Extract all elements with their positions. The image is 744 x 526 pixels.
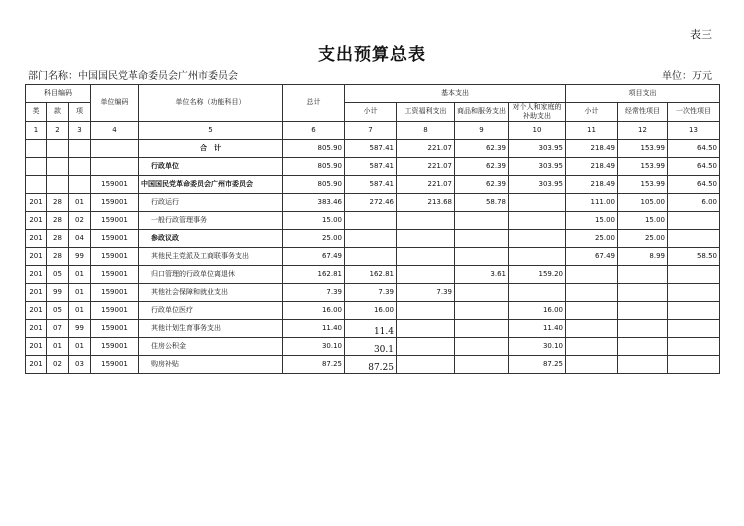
kuan-cell [47,139,69,157]
total-cell: 11.40 [283,319,345,337]
lei-cell: 201 [26,265,47,283]
lei-cell: 201 [26,283,47,301]
basic-subtotal-cell: 162.81 [345,265,397,283]
xiang-cell: 04 [69,229,91,247]
personal-cell: 87.25 [509,355,566,373]
goods-cell: 58.78 [455,193,509,211]
page-title: 支出预算总表 [318,45,426,65]
total-cell: 7.39 [283,283,345,301]
table-row [26,319,720,337]
onetime-cell [668,301,720,319]
kuan-cell: 28 [47,247,69,265]
goods-cell [455,283,509,301]
salary-cell [397,355,455,373]
total-cell: 67.49 [283,247,345,265]
goods-cell: 62.39 [455,175,509,193]
table-row [26,229,720,247]
total-cell: 30.10 [283,337,345,355]
total-cell: 16.00 [283,301,345,319]
onetime-cell [668,211,720,229]
col-num: 6 [283,121,345,139]
basic-subtotal-cell [345,337,397,355]
col-num: 11 [566,121,618,139]
kuan-cell: 28 [47,229,69,247]
recurring-cell [618,319,668,337]
unit-code-cell: 159001 [91,247,139,265]
col-num: 4 [91,121,139,139]
unit-name-cell: 住房公积金 [139,337,283,355]
project-subtotal-cell: 25.00 [566,229,618,247]
table-row [26,355,720,373]
onetime-cell [668,337,720,355]
goods-cell: 3.61 [455,265,509,283]
basic-subtotal-cell: 587.41 [345,157,397,175]
lei-cell: 201 [26,247,47,265]
handwritten-value: 30.1 [373,344,394,355]
unit-name-cell: 参政议政 [139,229,283,247]
project-subtotal-cell [566,337,618,355]
unit-code-cell: 159001 [91,175,139,193]
xiang-cell: 03 [69,355,91,373]
kuan-cell: 02 [47,355,69,373]
xiang-cell [69,139,91,157]
header-personal: 对个人和家庭的补助支出 [509,103,566,122]
total-cell: 805.90 [283,157,345,175]
unit-name-cell: 购房补贴 [139,355,283,373]
onetime-cell [668,229,720,247]
onetime-cell [668,265,720,283]
basic-subtotal-cell [345,319,397,337]
header-recurring: 经常性项目 [618,103,668,122]
xiang-cell [69,157,91,175]
project-subtotal-cell [566,301,618,319]
xiang-cell: 01 [69,265,91,283]
project-subtotal-cell [566,265,618,283]
goods-cell [455,355,509,373]
onetime-cell [668,319,720,337]
col-num: 1 [26,121,47,139]
project-subtotal-cell: 218.49 [566,175,618,193]
unit-name-cell: 一般行政管理事务 [139,211,283,229]
recurring-cell: 153.99 [618,139,668,157]
personal-cell [509,193,566,211]
header-subtotal: 小计 [345,103,397,122]
project-subtotal-cell: 218.49 [566,139,618,157]
personal-cell [509,211,566,229]
salary-cell [397,301,455,319]
unit-name-cell: 合 计 [139,139,283,157]
onetime-cell: 58.50 [668,247,720,265]
unit-code-cell: 159001 [91,319,139,337]
salary-cell [397,319,455,337]
unit-code-cell: 159001 [91,283,139,301]
basic-subtotal-cell [345,211,397,229]
unit-name-cell: 其他社会保障和就业支出 [139,283,283,301]
lei-cell: 201 [26,211,47,229]
salary-cell: 221.07 [397,139,455,157]
recurring-cell [618,283,668,301]
personal-cell: 30.10 [509,337,566,355]
xiang-cell: 01 [69,283,91,301]
col-num: 2 [47,121,69,139]
salary-cell [397,247,455,265]
kuan-cell: 99 [47,283,69,301]
goods-cell [455,247,509,265]
basic-subtotal-cell [345,355,397,373]
salary-cell: 221.07 [397,157,455,175]
col-num: 13 [668,121,720,139]
salary-cell: 221.07 [397,175,455,193]
recurring-cell: 153.99 [618,157,668,175]
table-row [26,283,720,301]
onetime-cell: 64.50 [668,175,720,193]
goods-cell [455,301,509,319]
unit-code-cell: 159001 [91,229,139,247]
xiang-cell [69,175,91,193]
header-salary: 工资福利支出 [397,103,455,122]
lei-cell: 201 [26,319,47,337]
header-unit-name: 单位名称（功能科目） [139,85,283,122]
goods-cell [455,211,509,229]
recurring-cell: 25.00 [618,229,668,247]
basic-subtotal-cell [345,247,397,265]
header-basic: 基本支出 [345,85,566,103]
column-number-row [26,121,720,139]
unit-code-cell: 159001 [91,337,139,355]
personal-cell: 303.95 [509,157,566,175]
header-total: 总计 [283,85,345,122]
total-cell: 383.46 [283,193,345,211]
header-unit-code: 单位编码 [91,85,139,122]
personal-cell: 303.95 [509,175,566,193]
unit-name-cell: 中国国民党革命委员会广州市委员会 [139,175,283,193]
kuan-cell [47,175,69,193]
department-name: 部门名称：中国国民党革命委员会广州市委员会 [28,71,238,82]
personal-cell: 303.95 [509,139,566,157]
table-row [26,247,720,265]
total-cell: 162.81 [283,265,345,283]
recurring-cell [618,301,668,319]
project-subtotal-cell: 15.00 [566,211,618,229]
project-subtotal-cell: 67.49 [566,247,618,265]
goods-cell [455,337,509,355]
personal-cell [509,247,566,265]
xiang-cell: 01 [69,193,91,211]
onetime-cell: 6.00 [668,193,720,211]
currency-unit: 单位：万元 [662,71,712,82]
recurring-cell [618,265,668,283]
personal-cell [509,283,566,301]
unit-code-cell [91,139,139,157]
kuan-cell: 07 [47,319,69,337]
project-subtotal-cell: 218.49 [566,157,618,175]
header-subject-code: 科目编码 [26,85,91,103]
total-cell: 805.90 [283,175,345,193]
xiang-cell: 99 [69,319,91,337]
xiang-cell: 01 [69,301,91,319]
onetime-cell: 64.50 [668,157,720,175]
total-cell: 25.00 [283,229,345,247]
unit-code-cell [91,157,139,175]
lei-cell [26,175,47,193]
salary-cell [397,337,455,355]
lei-cell [26,157,47,175]
kuan-cell: 28 [47,193,69,211]
unit-name-cell: 其他计划生育事务支出 [139,319,283,337]
unit-code-cell: 159001 [91,355,139,373]
basic-subtotal-cell [345,229,397,247]
handwritten-value: 11.4 [373,326,394,337]
goods-cell: 62.39 [455,157,509,175]
basic-subtotal-cell: 272.46 [345,193,397,211]
table-row [26,193,720,211]
unit-name-cell: 其他民主党派及工商联事务支出 [139,247,283,265]
total-cell: 805.90 [283,139,345,157]
onetime-cell [668,283,720,301]
goods-cell: 62.39 [455,139,509,157]
recurring-cell [618,337,668,355]
table-row [26,175,720,193]
col-num: 5 [139,121,283,139]
header-onetime: 一次性项目 [668,103,720,122]
header-xiang: 项 [69,103,91,122]
kuan-cell: 01 [47,337,69,355]
lei-cell [26,139,47,157]
header-project: 项目支出 [566,85,720,103]
budget-table [25,84,720,374]
personal-cell [509,229,566,247]
personal-cell: 11.40 [509,319,566,337]
unit-code-cell: 159001 [91,301,139,319]
basic-subtotal-cell: 587.41 [345,139,397,157]
header-lei: 类 [26,103,47,122]
lei-cell: 201 [26,193,47,211]
table-row [26,337,720,355]
unit-code-cell: 159001 [91,211,139,229]
basic-subtotal-cell: 16.00 [345,301,397,319]
project-subtotal-cell [566,319,618,337]
col-num: 3 [69,121,91,139]
recurring-cell: 153.99 [618,175,668,193]
recurring-cell: 15.00 [618,211,668,229]
lei-cell: 201 [26,229,47,247]
salary-cell: 213.68 [397,193,455,211]
goods-cell [455,229,509,247]
unit-code-cell: 159001 [91,193,139,211]
salary-cell [397,265,455,283]
table-row [26,265,720,283]
col-num: 12 [618,121,668,139]
unit-code-cell: 159001 [91,265,139,283]
lei-cell: 201 [26,355,47,373]
onetime-cell [668,355,720,373]
col-num: 9 [455,121,509,139]
personal-cell: 16.00 [509,301,566,319]
recurring-cell: 8.99 [618,247,668,265]
table-row [26,139,720,157]
col-num: 8 [397,121,455,139]
salary-cell [397,229,455,247]
project-subtotal-cell: 111.00 [566,193,618,211]
kuan-cell: 05 [47,301,69,319]
unit-name-cell: 行政单位 [139,157,283,175]
handwritten-value: 87.25 [368,362,394,373]
xiang-cell: 99 [69,247,91,265]
xiang-cell: 01 [69,337,91,355]
col-num: 7 [345,121,397,139]
kuan-cell [47,157,69,175]
xiang-cell: 02 [69,211,91,229]
header-project-subtotal: 小计 [566,103,618,122]
kuan-cell: 05 [47,265,69,283]
basic-subtotal-cell: 587.41 [345,175,397,193]
total-cell: 87.25 [283,355,345,373]
page-label: 表三 [690,28,712,41]
header-goods: 商品和服务支出 [455,103,509,122]
recurring-cell [618,355,668,373]
unit-name-cell: 行政运行 [139,193,283,211]
lei-cell: 201 [26,337,47,355]
personal-cell: 159.20 [509,265,566,283]
project-subtotal-cell [566,283,618,301]
col-num: 10 [509,121,566,139]
header-kuan: 款 [47,103,69,122]
project-subtotal-cell [566,355,618,373]
table-row [26,211,720,229]
lei-cell: 201 [26,301,47,319]
onetime-cell: 64.50 [668,139,720,157]
basic-subtotal-cell: 7.39 [345,283,397,301]
table-row [26,157,720,175]
salary-cell: 7.39 [397,283,455,301]
goods-cell [455,319,509,337]
kuan-cell: 28 [47,211,69,229]
unit-name-cell: 归口管理的行政单位离退休 [139,265,283,283]
recurring-cell: 105.00 [618,193,668,211]
unit-name-cell: 行政单位医疗 [139,301,283,319]
table-row [26,301,720,319]
total-cell: 15.00 [283,211,345,229]
salary-cell [397,211,455,229]
